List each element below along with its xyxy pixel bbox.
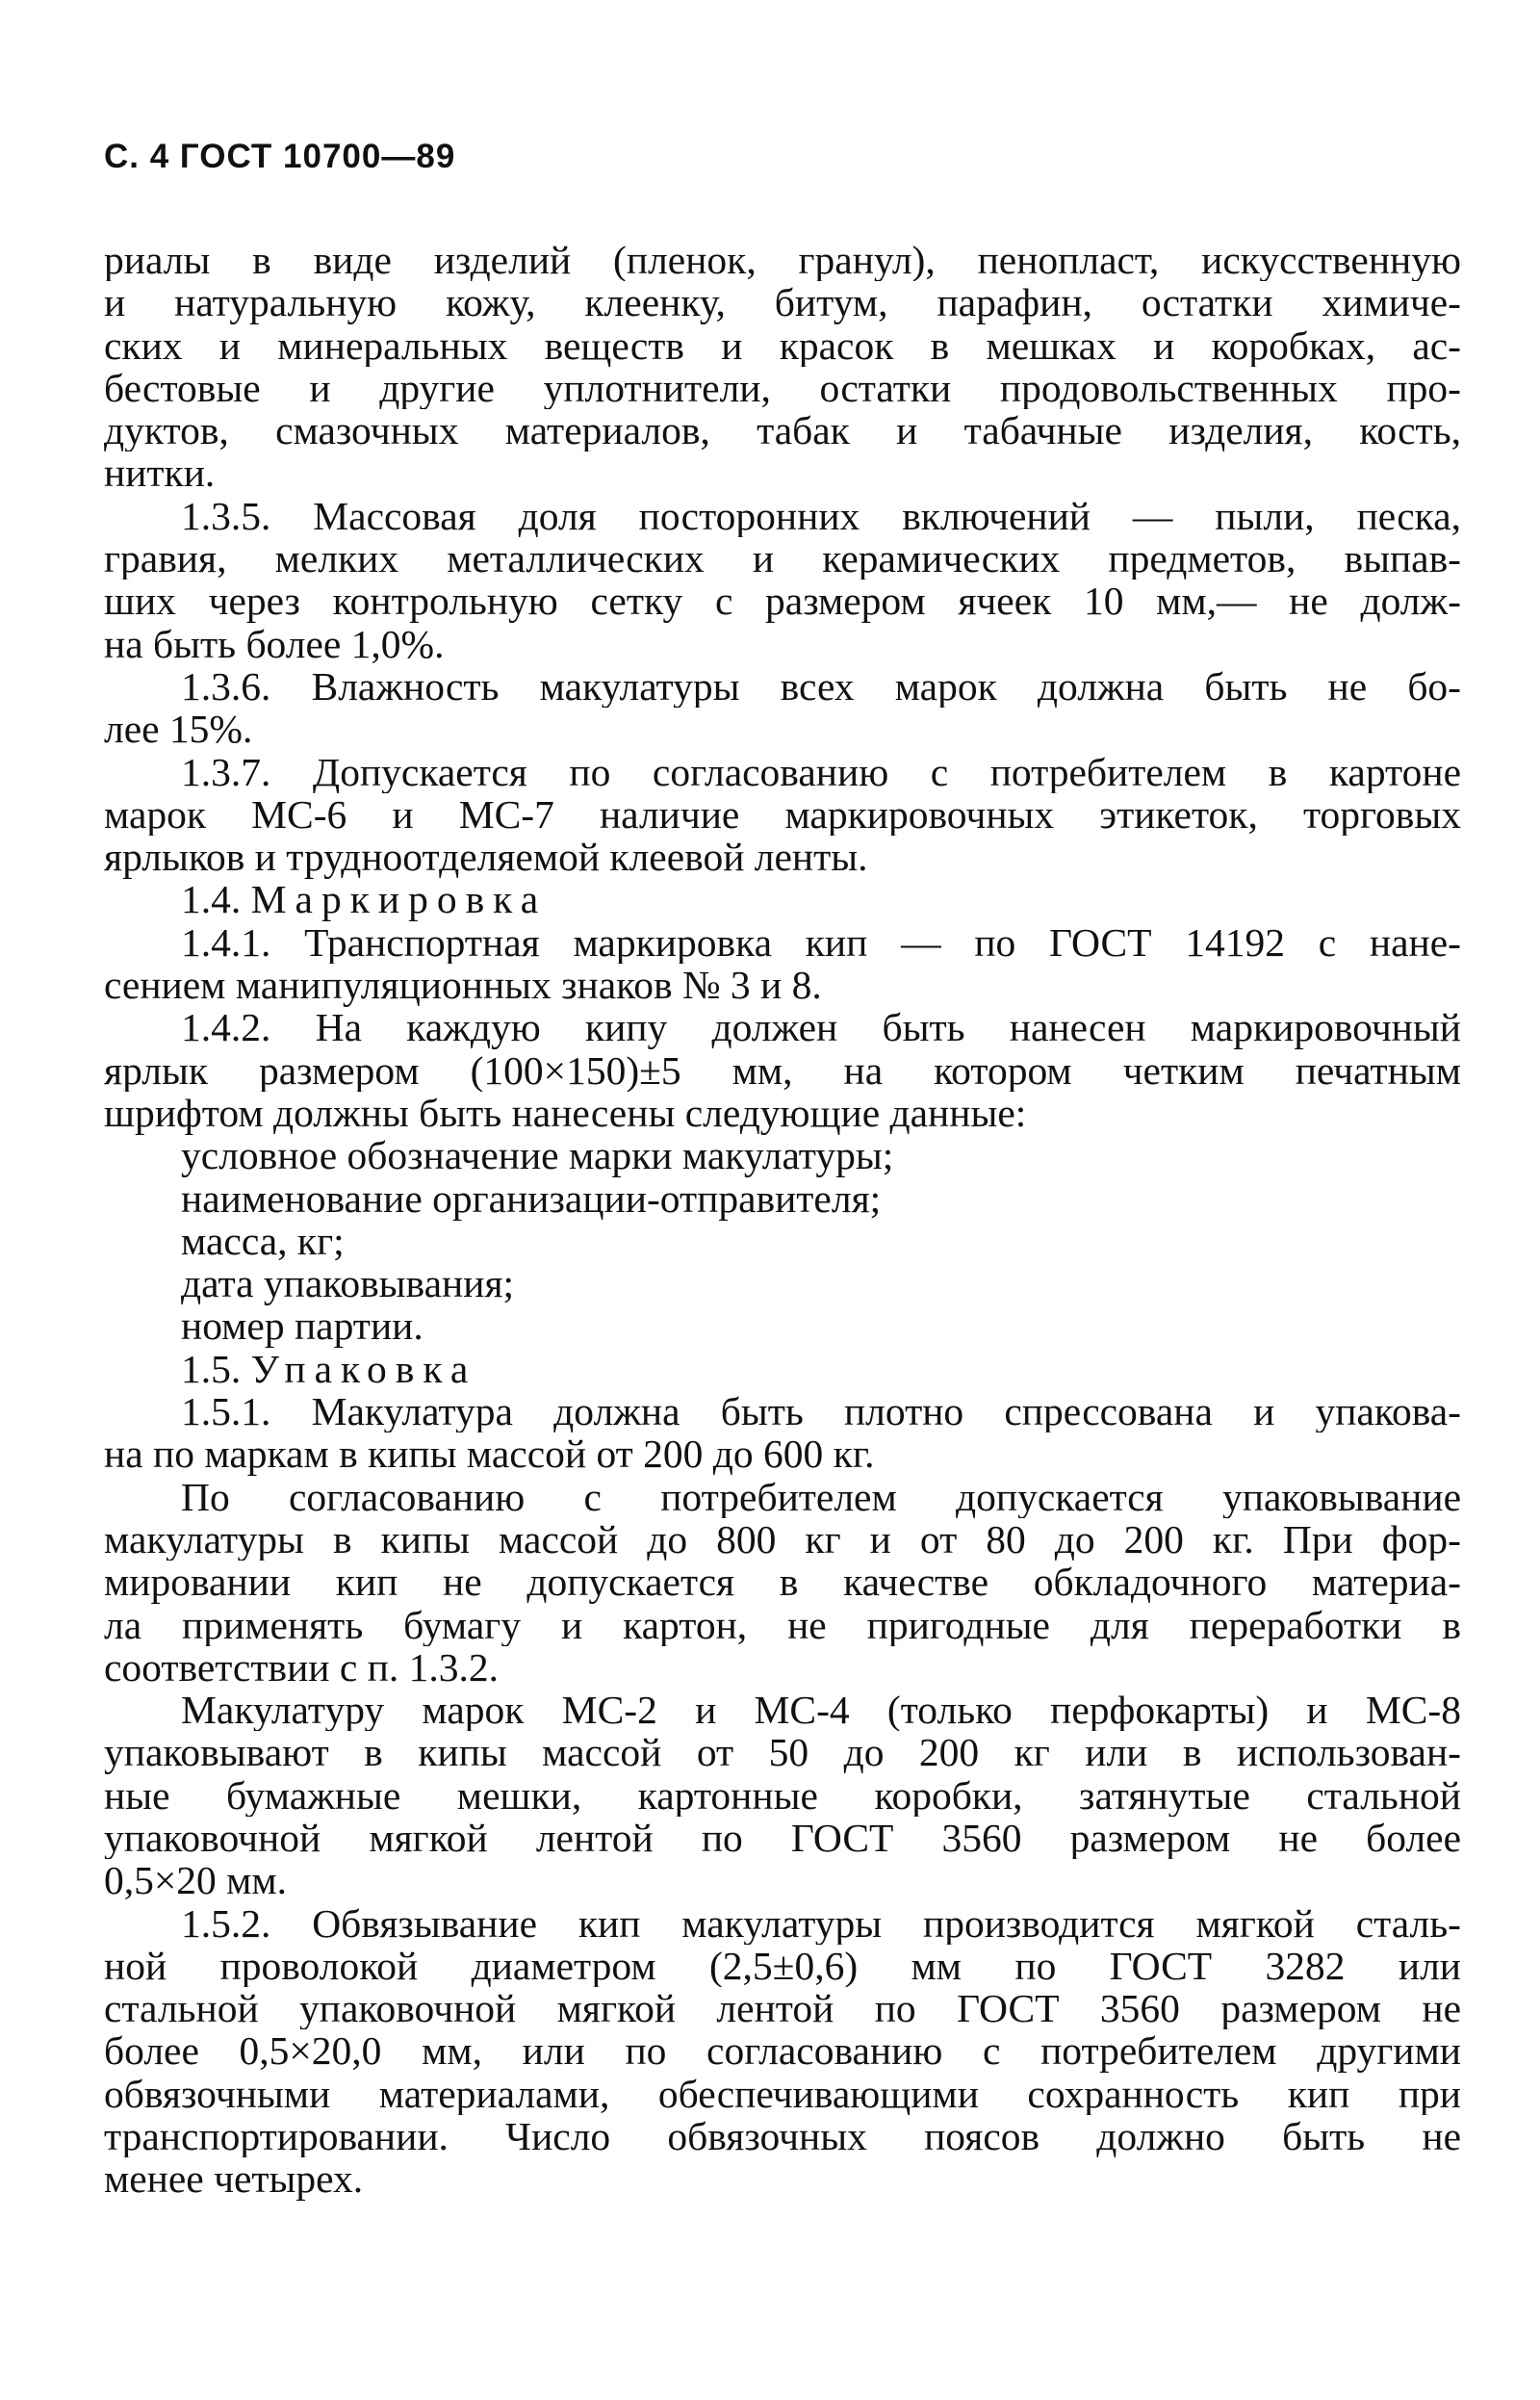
text-line: 1.3.5. Массовая доля посторонних включений — пыли, песка, xyxy=(181,494,1461,538)
text-line: бестовые и другие уплотнители, остатки продовольственных про- xyxy=(104,366,1461,410)
text-line: дуктов, смазочных материалов, табак и табачные изделия, кость, xyxy=(104,409,1461,452)
text-line: По согласованию с потребителем допускается упаковывание xyxy=(181,1475,1461,1518)
text-line: транспортировании. Число обвязочных поясов должно быть не xyxy=(104,2115,1461,2158)
text-line: 1.3.7. Допускается по согласованию с потребителем в картоне xyxy=(181,750,1461,793)
text-line: гравия, мелких металлических и керамических предметов, выпав- xyxy=(104,537,1461,581)
text-line: ских и минеральных веществ и красок в мешках и коробках, ас- xyxy=(104,323,1461,367)
text-line: лее 15%. xyxy=(104,707,253,752)
text-line: обвязочными материалами, обеспечивающими сохранность кип при xyxy=(104,2072,1461,2116)
text-line: на быть более 1,0%. xyxy=(104,621,445,666)
text-line: 1.3.6. Влажность макулатуры всех марок должна быть не бо- xyxy=(181,664,1461,709)
text-line: сением манипуляционных знаков № 3 и 8. xyxy=(104,963,822,1008)
text-line: упаковывают в кипы массой от 50 до 200 кг или в использован- xyxy=(104,1731,1461,1774)
text-line: ной проволокой диаметром (2,5±0,6) мм по ГОСТ 3282 или xyxy=(104,1944,1461,1988)
text-line: масса, кг; xyxy=(181,1218,345,1263)
text-line: ла применять бумагу и картон, не пригодные для переработки в xyxy=(104,1603,1461,1646)
text-line: ярлык размером (100×150)±5 мм, на котором четким печатным xyxy=(104,1048,1461,1092)
text-line: шрифтом должны быть нанесены следующие данные: xyxy=(104,1090,1027,1135)
text-line: Макулатуру марок МС-2 и МС-4 (только перфокарты) и МС-8 xyxy=(181,1689,1461,1732)
body-text xyxy=(104,239,1461,2201)
running-header: С. 4 ГОСТ 10700—89 xyxy=(104,138,456,175)
text-line: условное обозначение марки макулатуры; xyxy=(181,1133,894,1178)
text-line: упаковочной мягкой лентой по ГОСТ 3560 размером не более xyxy=(104,1816,1461,1860)
text-line: ярлыков и трудноотделяемой клеевой ленты. xyxy=(104,835,868,880)
text-line: 1.5.2. Обвязывание кип макулатуры производится мягкой сталь- xyxy=(181,1901,1461,1945)
text-line: нитки. xyxy=(104,451,216,496)
text-line: марок МС-6 и МС-7 наличие маркировочных этикеток, торговых xyxy=(104,792,1461,837)
text-line: 1.5.1. Макулатура должна быть плотно спрессована и упакова- xyxy=(181,1390,1461,1433)
text-line: номер партии. xyxy=(181,1303,424,1349)
text-line: стальной упаковочной мягкой лентой по ГОСТ 3560 размером не xyxy=(104,1987,1461,2030)
text-line: менее четырех. xyxy=(104,2156,364,2202)
text-line: на по маркам в кипы массой от 200 до 600 кг. xyxy=(104,1432,875,1477)
text-line: 1.5. Упаковка xyxy=(181,1346,477,1391)
text-line: 1.4.2. На каждую кипу должен быть нанесен маркировочный xyxy=(181,1006,1461,1049)
text-line: наименование организации-отправителя; xyxy=(181,1175,882,1221)
text-line: и натуральную кожу, клеенку, битум, парафин, остатки химиче- xyxy=(104,281,1461,324)
text-line: соответствии с п. 1.3.2. xyxy=(104,1644,499,1690)
text-line: мировании кип не допускается в качестве обкладочного материа- xyxy=(104,1561,1461,1604)
text-line: ших через контрольную сетку с размером ячеек 10 мм,— не долж- xyxy=(104,580,1461,623)
text-line: более 0,5×20,0 мм, или по согласованию с потребителем другими xyxy=(104,2029,1461,2073)
text-line: макулатуры в кипы массой до 800 кг и от 80 до 200 кг. При фор- xyxy=(104,1517,1461,1561)
text-line: 0,5×20 мм. xyxy=(104,1858,288,1903)
text-line: ные бумажные мешки, картонные коробки, затянутые стальной xyxy=(104,1773,1461,1817)
text-line: дата упаковывания; xyxy=(181,1261,515,1306)
text-line: 1.4. Маркировка xyxy=(181,877,548,922)
text-line: 1.4.1. Транспортная маркировка кип — по ГОСТ 14192 с нане- xyxy=(181,920,1461,965)
text-line: риалы в виде изделий (пленок, гранул), пенопласт, искусственную xyxy=(104,239,1461,282)
